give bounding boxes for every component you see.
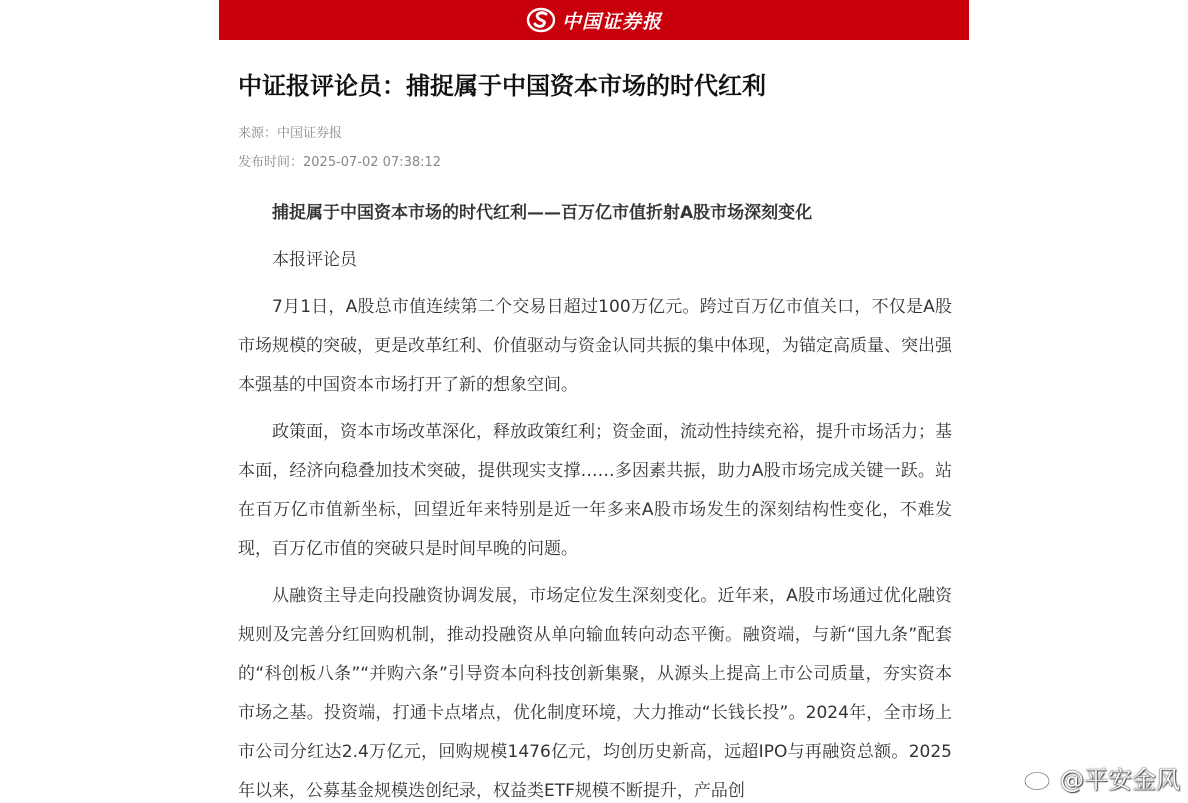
article-paragraph: 从融资主导走向投融资协调发展，市场定位发生深刻变化。近年来，A股市场通过优化融资规则及完善分红回购机制，推动投融资从单向输血转向动态平衡。融资端，与新“国九条”配套的“科创板八条”“并购六条”引导资本向科技创新集聚，从源头上提高上市公司质量，夯实资本市场之基。投资端，打通卡点堵点，优化制度环境，大力推动“长钱长投”。2024年，全市场上市公司分红达2.4万亿元，回购规模1476亿元，均创历史新高，远超IPO与再融资总额。2025年以来，公募基金规模迭创纪录，权益类ETF规模不断提升，产品创: [238, 586, 952, 801]
article-publish-time: 发布时间：2025-07-02 07:38:12: [238, 155, 442, 170]
masthead-banner: [219, 0, 969, 40]
article-title: 中证报评论员：捕捉属于中国资本市场的时代红利: [238, 72, 766, 100]
masthead-logo[interactable]: [526, 7, 662, 34]
article-paragraph: 7月1日，A股总市值连续第二个交易日超过100万亿元。跨过百万亿市值关口，不仅是A股市场规模的突破，更是改革红利、价值驱动与资金认同共振的集中体现，为锚定高质量、突出强本强基的中国资本市场打开了新的想象空间。: [238, 297, 952, 395]
masthead-logo-text: 中国证券报: [561, 10, 662, 33]
article-byline: 本报评论员: [272, 250, 357, 270]
weibo-watermark: [1022, 760, 1180, 795]
watermark-text: @平安金风: [1060, 766, 1180, 794]
article-subtitle: 捕捉属于中国资本市场的时代红利——百万亿市值折射A股市场深刻变化: [272, 203, 813, 223]
article-body: [238, 194, 952, 803]
article-paragraph: 政策面，资本市场改革深化，释放政策红利；资金面，流动性持续充裕，提升市场活力；基本面，经济向稳叠加技术突破，提供现实支撑……多因素共振，助力A股市场完成关键一跃。站在百万亿市值新坐标，回望近年来特别是近一年多来A股市场发生的深刻结构性变化，不难发现，百万亿市值的突破只是时间早晚的问题。: [238, 422, 952, 559]
article-source: 来源：中国证券报: [238, 126, 343, 141]
cs-logo-icon: [526, 7, 556, 33]
weibo-icon: [1022, 764, 1056, 792]
